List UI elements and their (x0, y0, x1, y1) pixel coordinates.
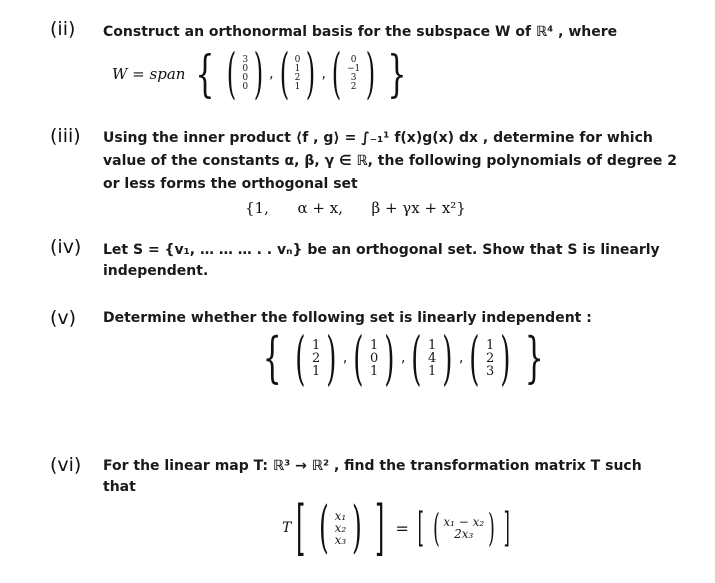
set-close-brace: } (524, 326, 544, 389)
item-number-iv: (iv) (50, 236, 82, 258)
item-number-iii: (iii) (50, 125, 81, 147)
item-number-v: (v) (50, 307, 77, 329)
set-vector-1-entries: 1 2 1 (312, 337, 321, 379)
item-number-ii: (ii) (50, 18, 76, 40)
set-vector-2-entries: 1 0 1 (370, 337, 379, 379)
w-span-label: W = span (112, 65, 186, 83)
item-iv-line-2: independent. (103, 263, 209, 279)
set-vector-4-entries: 1 2 3 (486, 337, 495, 379)
span-vector-1: ( 3 0 0 0 ) (227, 42, 264, 105)
span-vector-1-entries: 3 0 0 0 (242, 55, 249, 92)
set-vector-3-entries: 1 4 1 (428, 337, 437, 379)
span-vector-3: ( 0 −1 3 2 ) (331, 42, 376, 105)
right-bracket: ] (503, 505, 510, 551)
item-iii-line-1: Using the inner product ⟨f , g⟩ = ∫₋₁¹ f(x)g(x) dx , determine for which (103, 130, 653, 146)
span-vector-3-entries: 0 −1 3 2 (347, 55, 361, 92)
item-number-vi: (vi) (50, 454, 82, 476)
item-vi-line-1: For the linear map T: ℝ³ → ℝ² , find the transformation matrix T such (103, 458, 642, 474)
polynomial-set: {1, α + x, β + γx + x²} (245, 199, 466, 217)
item-iii-line-3: or less forms the orthogonal set (103, 176, 358, 192)
left-bracket: [ (417, 505, 424, 551)
set-close-brace: } (387, 45, 407, 103)
item-v-text: Determine whether the following set is linearly independent : (103, 310, 592, 326)
vector-set-v: { ( 1 2 1 ) , ( 1 0 1 ) , ( 1 4 1 ) , ( 1 2 3 ) } (262, 324, 544, 392)
input-vector: ( x₁ x₂ x₃ ) (318, 495, 363, 560)
set-open-brace: { (195, 45, 215, 103)
item-iii-line-2: value of the constants α, β, γ ∈ ℝ, the following polynomials of degree 2 (103, 153, 677, 169)
output-vector-entries: x₁ − x₂ 2x₃ (443, 515, 485, 541)
input-vector-entries: x₁ x₂ x₃ (334, 509, 347, 547)
left-bracket: [ (296, 493, 306, 563)
equals-sign: = (395, 518, 409, 538)
right-bracket: ] (375, 493, 385, 563)
item-vi-line-2: that (103, 479, 136, 495)
w-span-definition: W = span { ( 3 0 0 0 ) , ( 0 1 2 1 ) , ( 0 −1 3 2 ) } (112, 42, 407, 105)
span-vector-2-entries: 0 1 2 1 (294, 55, 301, 92)
transformation-equation (282, 494, 515, 562)
set-vector-3: ( 1 4 1 ) (411, 324, 453, 392)
set-vector-2: ( 1 0 1 ) (353, 324, 395, 392)
set-vector-1: ( 1 2 1 ) (295, 324, 337, 392)
item-iv-line-1: Let S = {v₁, … … … . . vₙ} be an orthogonal set. Show that S is linearly (103, 242, 660, 258)
item-ii-text: Construct an orthonormal basis for the subspace W of ℝ⁴ , where (103, 24, 618, 40)
transformation-symbol: T (282, 520, 292, 536)
set-vector-4: ( 1 2 3 ) (469, 324, 511, 392)
set-open-brace: { (262, 326, 282, 389)
span-vector-2: ( 0 1 2 1 ) (279, 42, 316, 105)
output-vector: ( x₁ − x₂ 2x₃ ) (432, 506, 495, 550)
